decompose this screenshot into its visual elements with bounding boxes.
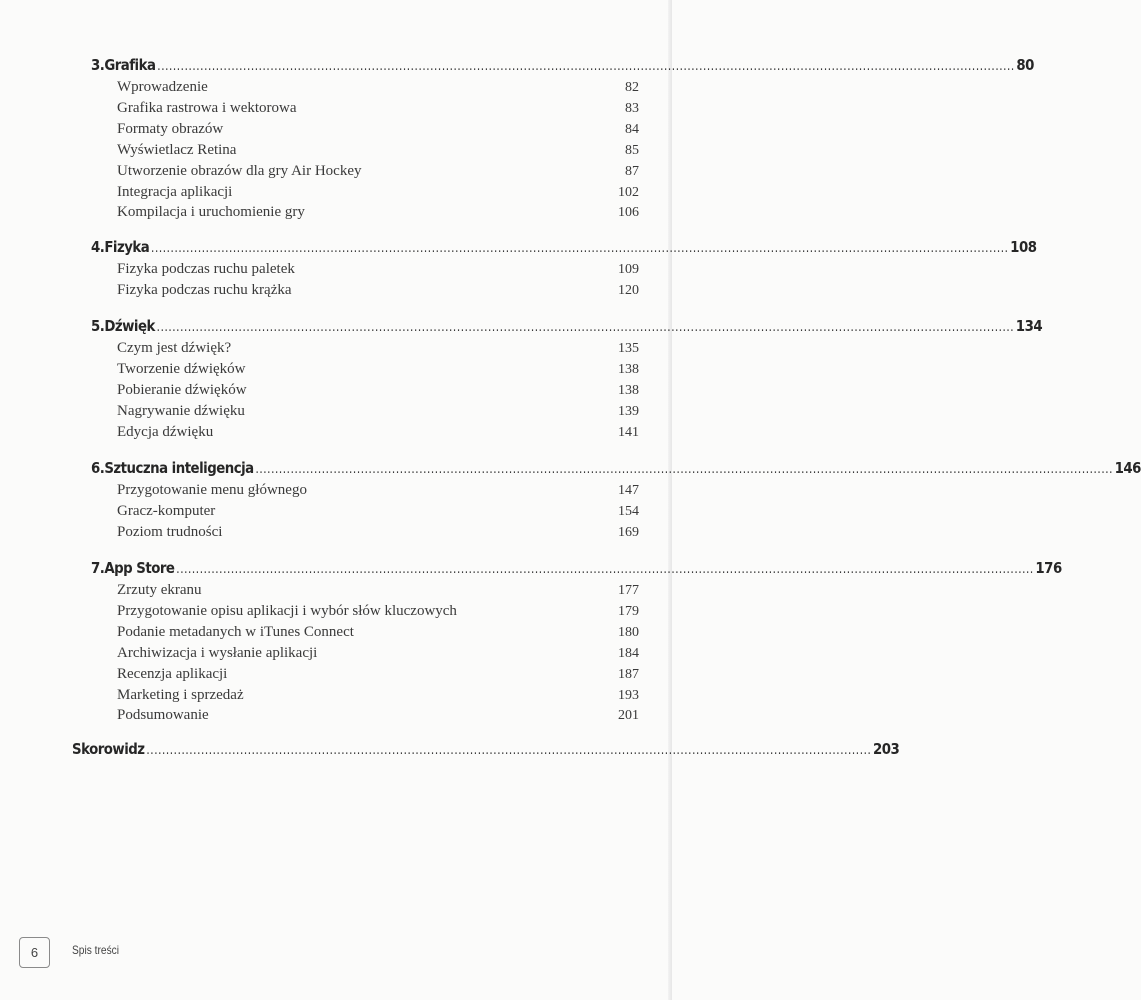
section-entry[interactable]: [117, 624, 639, 644]
section-entry[interactable]: [117, 204, 639, 224]
section-title: Tworzenie dźwięków: [117, 360, 246, 377]
section-title: Podanie metadanych w iTunes Connect: [117, 623, 354, 640]
chapter-title: Grafika: [104, 56, 156, 74]
page-edge-shadow: [668, 0, 672, 1000]
section-page: 85: [625, 142, 639, 158]
section-title: Przygotowanie opisu aplikacji i wybór słów kluczowych: [117, 602, 457, 619]
section-entry[interactable]: [117, 582, 639, 602]
section-entry[interactable]: [117, 361, 639, 381]
chapter-page: 134: [1015, 317, 1043, 335]
index-entry[interactable]: [72, 740, 900, 762]
section-title: Fizyka podczas ruchu paletek: [117, 261, 295, 277]
section-entry[interactable]: [117, 100, 639, 120]
section-page: 138: [618, 361, 639, 377]
section-title: Poziom trudności: [117, 523, 223, 540]
section-title: Pobieranie dźwięków: [117, 381, 247, 398]
section-page: 147: [618, 483, 639, 498]
section-entry[interactable]: [117, 261, 639, 281]
section-entry[interactable]: [117, 424, 639, 444]
section-page: 82: [625, 80, 639, 95]
chapter-page: 108: [1010, 238, 1037, 256]
section-title: Przygotowanie menu głównego: [117, 482, 307, 498]
section-entry[interactable]: [117, 142, 639, 162]
dot-leader: ............................................................................................................................................................................................................................: [255, 462, 1113, 477]
section-title: Recenzja aplikacji: [117, 665, 228, 682]
section-page: 154: [618, 503, 639, 519]
section-entry[interactable]: [117, 645, 639, 665]
section-page: 184: [618, 645, 639, 661]
section-title: Zrzuty ekranu: [117, 582, 202, 598]
section-title: Archiwizacja i wysłanie aplikacji: [117, 644, 318, 661]
chapter-number: 3.: [91, 56, 105, 74]
dot-leader: ............................................................................................................................................................................................................................: [150, 241, 1009, 256]
chapter-number: 6.: [91, 459, 105, 477]
section-page: 87: [625, 163, 639, 179]
section-page: 120: [618, 282, 639, 298]
chapter-title: Dźwięk: [104, 317, 155, 335]
section-page: 109: [618, 262, 639, 277]
dot-leader: ..........................................................................................................................................................................................: [146, 743, 872, 758]
section-page: 177: [618, 583, 639, 598]
section-title: Nagrywanie dźwięku: [117, 402, 245, 419]
section-page: 141: [618, 424, 639, 440]
section-title: Podsumowanie: [117, 707, 209, 724]
dot-leader: ............................................................................................................................................................................................................................: [176, 562, 1034, 577]
section-entry[interactable]: [117, 382, 639, 402]
chapter-title: Sztuczna inteligencja: [104, 459, 254, 477]
chapter-heading[interactable]: [91, 238, 1037, 260]
section-entry[interactable]: [117, 282, 639, 302]
section-title: Wprowadzenie: [117, 79, 208, 95]
section-title: Gracz-komputer: [117, 502, 216, 519]
chapter-heading[interactable]: [91, 56, 1034, 78]
section-title: Formaty obrazów: [117, 120, 224, 137]
dot-leader: ............................................................................................................................................................................................................................: [156, 320, 1015, 335]
section-entry[interactable]: [117, 603, 639, 623]
section-entry[interactable]: [117, 163, 639, 183]
section-entry[interactable]: [117, 403, 639, 423]
section-page: 135: [618, 341, 639, 356]
index-page: 203: [872, 740, 900, 758]
section-page: 102: [618, 184, 639, 200]
page-number: 6: [30, 945, 39, 960]
section-title: Utworzenie obrazów dla gry Air Hockey: [117, 162, 362, 179]
chapter-page: 176: [1035, 559, 1062, 577]
section-page: 180: [618, 624, 639, 640]
section-title: Fizyka podczas ruchu krążka: [117, 281, 292, 298]
section-page: 201: [618, 708, 639, 724]
chapter-title: Fizyka: [104, 238, 150, 256]
section-page: 187: [618, 666, 639, 682]
index-title: Skorowidz: [72, 740, 145, 758]
section-entry[interactable]: [117, 482, 639, 502]
chapter-number: 4.: [91, 238, 105, 256]
section-page: 106: [618, 205, 639, 221]
section-title: Czym jest dźwięk?: [117, 340, 232, 356]
chapter-title: App Store: [104, 559, 175, 577]
dot-leader: ............................................................................................................................................................................................................................: [157, 59, 1015, 74]
section-page: 179: [618, 603, 639, 619]
section-title: Wyświetlacz Retina: [117, 141, 237, 158]
running-title: Spis treści: [72, 943, 120, 957]
section-entry[interactable]: [117, 524, 639, 544]
section-entry[interactable]: [117, 79, 639, 99]
section-page: 139: [618, 403, 639, 419]
section-entry[interactable]: [117, 707, 639, 727]
section-entry[interactable]: [117, 184, 639, 204]
section-entry[interactable]: [117, 340, 639, 360]
chapter-page: 80: [1016, 56, 1034, 74]
section-entry[interactable]: [117, 121, 639, 141]
chapter-heading[interactable]: [91, 317, 1043, 339]
chapter-heading[interactable]: [91, 459, 1141, 481]
section-title: Kompilacja i uruchomienie gry: [117, 204, 305, 221]
section-title: Marketing i sprzedaż: [117, 686, 244, 703]
section-title: Integracja aplikacji: [117, 183, 233, 200]
page-number-box: [19, 937, 50, 968]
section-entry[interactable]: [117, 666, 639, 686]
section-page: 84: [625, 121, 639, 137]
chapter-number: 5.: [91, 317, 105, 335]
chapter-page: 146: [1114, 459, 1141, 477]
section-entry[interactable]: [117, 687, 639, 707]
chapter-number: 7.: [91, 559, 105, 577]
section-page: 193: [618, 687, 639, 703]
chapter-heading[interactable]: [91, 559, 1062, 581]
section-page: 169: [618, 524, 639, 540]
section-page: 138: [618, 382, 639, 398]
section-page: 83: [625, 100, 639, 116]
section-entry[interactable]: [117, 503, 639, 523]
section-title: Grafika rastrowa i wektorowa: [117, 99, 297, 116]
section-title: Edycja dźwięku: [117, 423, 214, 440]
